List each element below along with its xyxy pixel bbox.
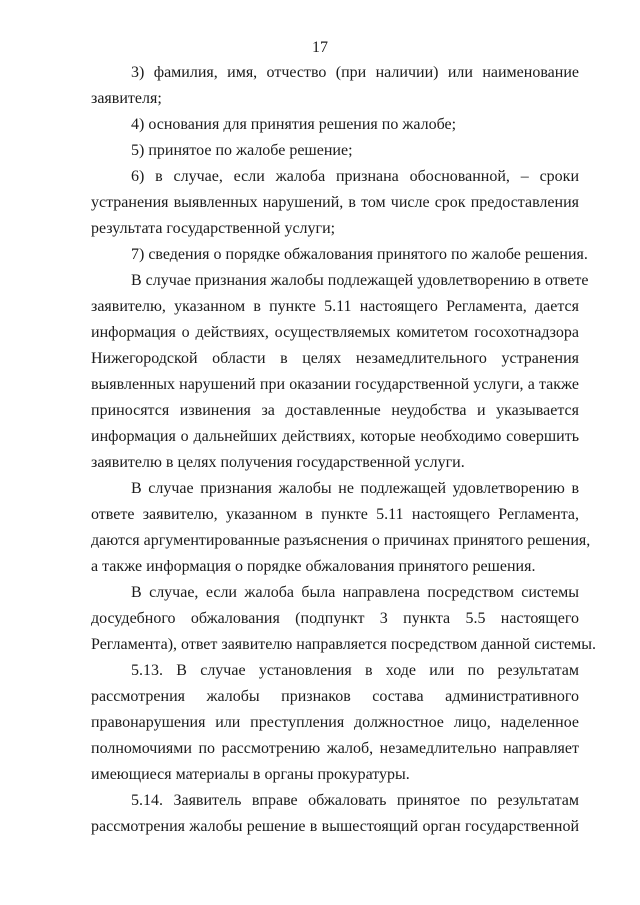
paragraph-item-4 [91, 112, 579, 138]
text-line: рассмотрения жалобы решение в вышестоящий орган государственной [91, 818, 579, 835]
page-number: 17 [312, 39, 328, 56]
text-line: 5.13. В случае установления в ходе или по результатам [131, 662, 579, 679]
document-body [91, 60, 596, 840]
text-line: а также информация о порядке обжалования принятого решения. [91, 558, 536, 575]
text-line: заявителя; [91, 90, 162, 107]
text-line: заявителю в целях получения государственной услуги. [91, 454, 465, 471]
text-line: устранения выявленных нарушений, в том числе срок предоставления [91, 194, 579, 211]
paragraph-item-3 [91, 60, 579, 112]
paragraph-5-14 [91, 788, 579, 840]
text-line: 5) принятое по жалобе решение; [131, 142, 353, 159]
paragraph-complaint-satisfied [91, 268, 589, 476]
paragraph-complaint-rejected [91, 476, 591, 580]
text-line: приносятся извинения за доставленные неудобства и указывается [91, 402, 579, 419]
text-line: ответе заявителю, указанном в пункте 5.11 настоящего Регламента, [91, 506, 579, 523]
text-line: Нижегородской области в целях незамедлительного устранения [91, 350, 579, 367]
text-line: информация о дальнейших действиях, которые необходимо совершить [91, 428, 579, 445]
text-line: 3) фамилия, имя, отчество (при наличии) или наименование [131, 64, 579, 81]
text-line: В случае признания жалобы не подлежащей удовлетворению в [131, 480, 579, 497]
text-line: 4) основания для принятия решения по жалобе; [131, 116, 457, 133]
text-line: Регламента), ответ заявителю направляется посредством данной системы. [91, 636, 596, 653]
text-line: выявленных нарушений при оказании государственной услуги, а также [91, 376, 579, 393]
text-line: полномочиями по рассмотрению жалоб, незамедлительно направляет [91, 740, 579, 757]
text-line: заявителю, указанном в пункте 5.11 настоящего Регламента, дается [91, 298, 579, 315]
paragraph-item-7 [91, 242, 588, 268]
text-line: В случае, если жалоба была направлена посредством системы [131, 584, 579, 601]
text-line: даются аргументированные разъяснения о причинах принятого решения, [91, 532, 591, 549]
text-line: информация о действиях, осуществляемых комитетом госохотнадзора [91, 324, 579, 341]
paragraph-item-6 [91, 164, 579, 242]
text-line: 5.14. Заявитель вправе обжаловать принятое по результатам [131, 792, 579, 809]
paragraph-item-5 [91, 138, 579, 164]
text-line: правонарушения или преступления должностное лицо, наделенное [91, 714, 579, 731]
text-line: результата государственной услуги; [91, 220, 336, 237]
paragraph-pretrial-system [91, 580, 596, 658]
paragraph-5-13 [91, 658, 579, 788]
text-line: досудебного обжалования (подпункт 3 пункта 5.5 настоящего [91, 610, 579, 627]
text-line: рассмотрения жалобы признаков состава административного [91, 688, 579, 705]
text-line: 6) в случае, если жалоба признана обоснованной, – сроки [131, 168, 579, 185]
text-line: 7) сведения о порядке обжалования принятого по жалобе решения. [131, 246, 588, 263]
text-line: В случае признания жалобы подлежащей удовлетворению в ответе [131, 272, 589, 289]
text-line: имеющиеся материалы в органы прокуратуры. [91, 766, 410, 783]
